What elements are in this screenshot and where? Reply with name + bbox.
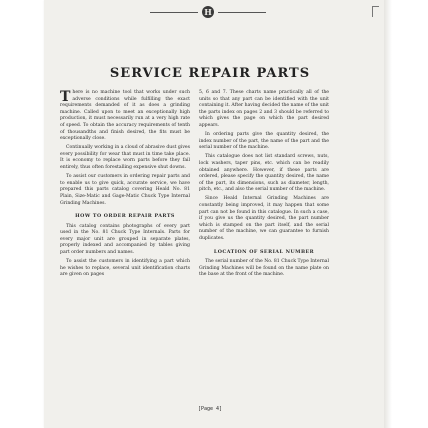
left-column [60,90,190,281]
right-column [199,90,329,281]
paragraph: This catalog contains photographs of every part used in the No. 81 Chuck Type Internals. Parts for every major unit are grouped in separate plates, properly indexed and accompanied by tables giving part order numbers and names. [60,223,190,256]
paragraph: Continually working in a cloud of abrasive dust gives every possibility for wear that must in time take place. It is economy to replace worn parts before they fail entirely, thus often forestalling expensive shut downs. [60,145,190,171]
header-rule-left [150,12,198,13]
paragraph: This catalogue does not list standard screws, nuts, lock washers, taper pins, etc. which can be readily obtained anywhere. However, if these parts are ordered, please specify the quantity desired, the name of the part, its dimensions, such as diameter, length, pitch, etc., and also the serial number of the machine. [199,154,329,193]
page-number: [Page 4] [197,406,223,412]
drop-cap: T [60,89,71,105]
paragraph: 5, 6 and 7. These charts name practically all of the units so that any part can be identified with the unit containing it. After having decided the name of the unit the parts index on pages 2 and 3 should be referred to which gives the page on which the part desired appears. [199,90,329,128]
paragraph: The serial number of the No. 81 Chuck Type Internal Grinding Machines will be found on the name plate on the base at the front of the machine. [199,259,329,278]
paragraph: In ordering parts give the quantity desired, the index number of the part, the name of the part and the serial number of the machine. [199,132,329,151]
paragraph: Since Heald Internal Grinding Machines are constantly being improved, it may happen that some part can not be found in this catalogue. In such a case, if you give us the quantity desired, the part number which is stamped on the part itself, and the serial number of the machine, we can guarantee to furnish duplicates. [199,196,329,241]
corner-mark [372,6,379,17]
page-edge [384,0,392,428]
header-rule-right [218,12,266,13]
paragraph: To assist the customers in identifying a part which he wishes to replace, several unit identification charts are given on pages [60,259,190,278]
section-heading-serial: LOCATION OF SERIAL NUMBER [213,248,315,255]
intro-paragraph: There is no machine tool that works under such adverse conditions while fulfilling the exact requirements demanded of it as does a grinding machine. Called upon to meet an exceptionally high production, it must necessarily run at a very high rate of speed. To obtain the accuracy requirements of tenth of thousandths and finish desired, the fits must be exceptionally close. [60,89,190,142]
heald-logo-icon: H [202,6,214,18]
paragraph: To assist our customers in ordering repair parts and to enable us to give quick, accurate service, we have prepared this parts catalog covering Heald No. 81 Plain, Size-Matic and Gage-Matic Chuck Type Internal Grinding Machines. [60,174,190,206]
section-heading-order: HOW TO ORDER REPAIR PARTS [75,213,175,220]
page-title: SERVICE REPAIR PARTS [109,66,311,81]
